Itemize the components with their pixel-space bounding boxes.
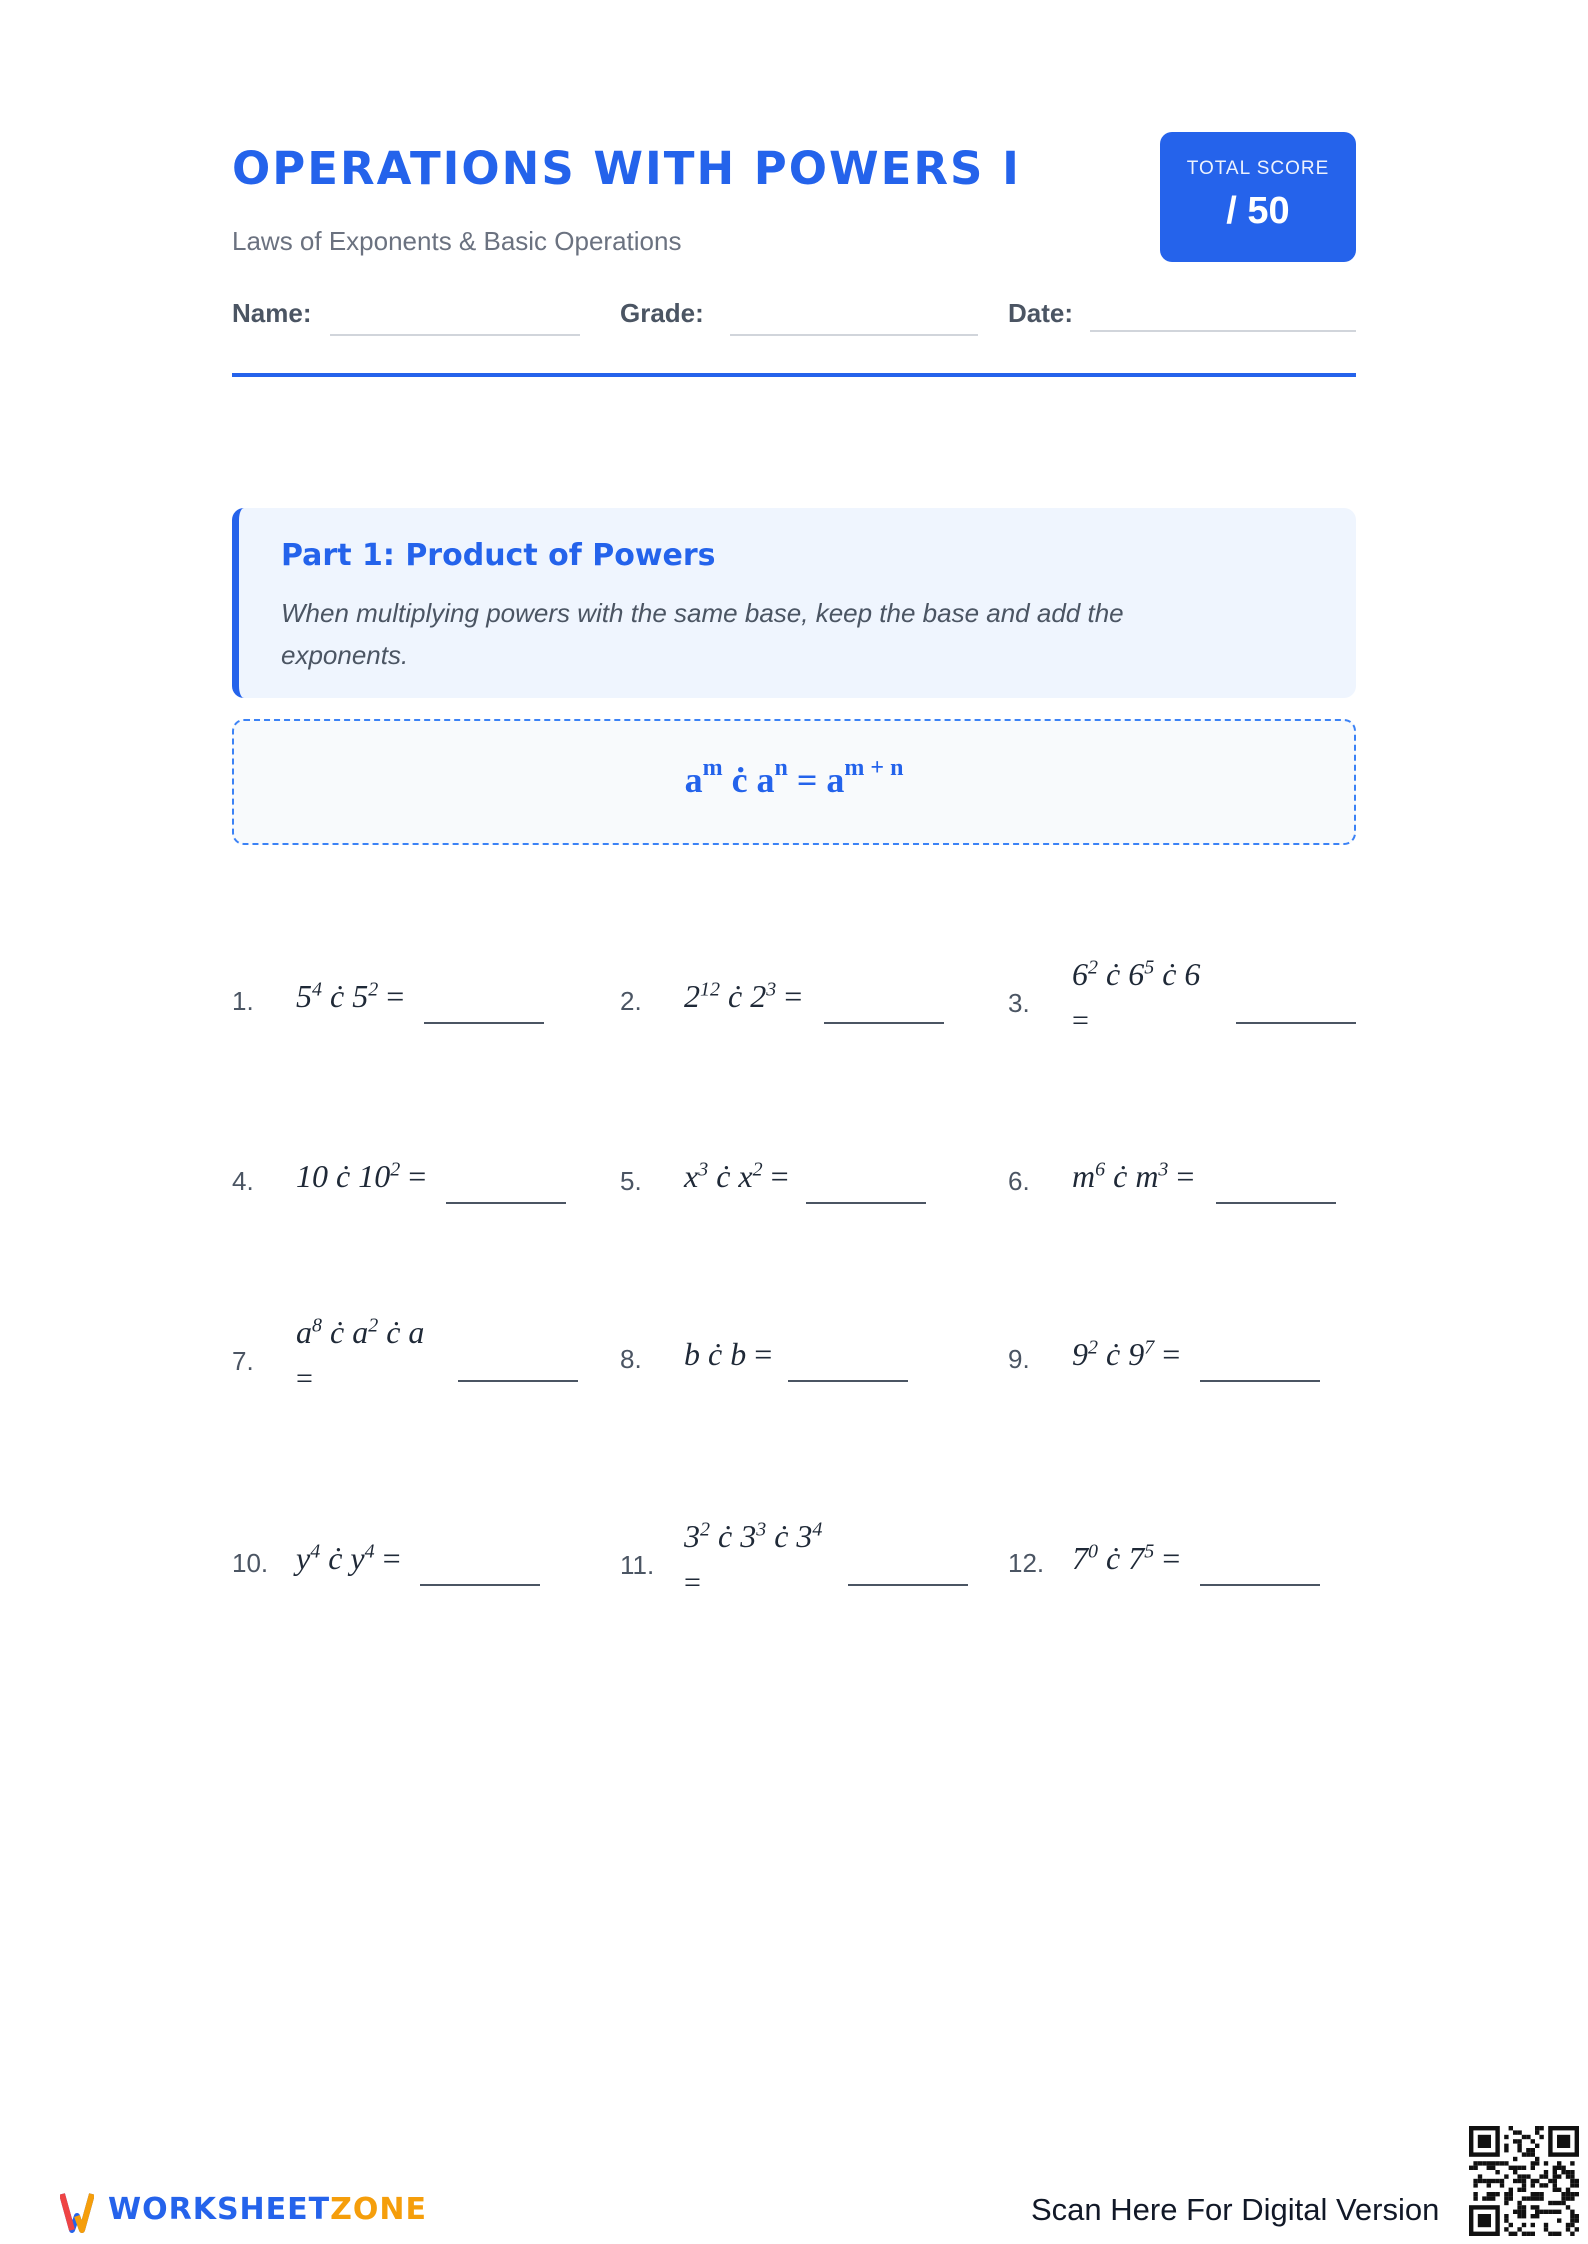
date-field xyxy=(1008,296,1356,336)
problem-number: 12. xyxy=(1008,1548,1045,1578)
worksheetzone-logo-text: WORKSHEETZONE xyxy=(108,2192,427,2227)
problem-expression: $y^4$ ċ $y^4$ = xyxy=(296,1540,401,1576)
student-info-fields xyxy=(232,296,1356,336)
problem-number: 11. xyxy=(620,1550,655,1580)
problem-expression: $2^{12}$ ċ $2^3$ = xyxy=(684,978,803,1014)
problem-number: 1. xyxy=(232,986,254,1016)
problem-8 xyxy=(620,1318,968,1408)
problem-7 xyxy=(232,1314,580,1408)
answer-blank[interactable] xyxy=(446,1202,566,1204)
problem-equals-sign: = xyxy=(296,1362,313,1395)
page-subtitle: Laws of Exponents & Basic Operations xyxy=(232,226,682,256)
problem-expression: $5^4$ ċ $5^2$ = xyxy=(296,978,405,1014)
problem-3 xyxy=(1008,956,1356,1050)
product-rule-formula: $a^m$ ċ $a^n = a^{m + n}$ xyxy=(684,755,904,800)
score-value: / 50 xyxy=(1226,190,1290,232)
problem-9 xyxy=(1008,1318,1356,1408)
page-title: OPERATIONS WITH POWERS I xyxy=(232,142,1021,195)
problem-1 xyxy=(232,960,580,1050)
scan-qr-caption: Scan Here For Digital Version xyxy=(1031,2192,1440,2227)
problem-10 xyxy=(232,1522,580,1612)
grade-input-line[interactable] xyxy=(730,334,978,336)
grade-field xyxy=(620,296,968,336)
problem-expression: b ċ b = xyxy=(684,1336,773,1372)
name-label: Name: xyxy=(232,298,312,328)
date-label: Date: xyxy=(1008,298,1074,328)
problem-number: 8. xyxy=(620,1344,642,1374)
problem-number: 2. xyxy=(620,986,642,1016)
problem-2 xyxy=(620,960,968,1050)
grade-label: Grade: xyxy=(620,298,704,328)
problem-number: 4. xyxy=(232,1166,254,1196)
answer-blank[interactable] xyxy=(824,1022,944,1024)
problem-4 xyxy=(232,1140,580,1230)
answer-blank[interactable] xyxy=(424,1022,544,1024)
total-score-badge xyxy=(1160,132,1356,262)
header-divider xyxy=(232,373,1356,377)
answer-blank[interactable] xyxy=(806,1202,926,1204)
answer-blank[interactable] xyxy=(1200,1584,1320,1586)
answer-blank[interactable] xyxy=(1200,1380,1320,1382)
problem-equals-sign: = xyxy=(684,1566,701,1599)
problem-12 xyxy=(1008,1522,1356,1612)
problem-number: 3. xyxy=(1008,988,1030,1018)
answer-blank[interactable] xyxy=(848,1584,968,1586)
problem-expression: 10 ċ $10^2$ = xyxy=(296,1158,427,1194)
name-field xyxy=(232,296,580,336)
problem-expression: $x^3$ ċ $x^2$ = xyxy=(684,1158,789,1194)
problem-number: 7. xyxy=(232,1346,254,1376)
problem-expression: $7^0$ ċ $7^5$ = xyxy=(1072,1540,1181,1576)
answer-blank[interactable] xyxy=(458,1380,578,1382)
problem-5 xyxy=(620,1140,968,1230)
name-input-line[interactable] xyxy=(330,334,580,336)
problem-number: 6. xyxy=(1008,1166,1030,1196)
problem-expression: $6^2$ ċ $6^5$ ċ 6 xyxy=(1072,956,1201,992)
date-input-line[interactable] xyxy=(1090,330,1356,332)
answer-blank[interactable] xyxy=(1216,1202,1336,1204)
answer-blank[interactable] xyxy=(788,1380,908,1382)
problem-number: 9. xyxy=(1008,1344,1030,1374)
problem-11 xyxy=(620,1518,968,1612)
score-label: TOTAL SCORE xyxy=(1186,158,1330,179)
problem-equals-sign: = xyxy=(1072,1004,1089,1037)
problem-expression: $9^2$ ċ $9^7$ = xyxy=(1072,1336,1181,1372)
problem-number: 10. xyxy=(232,1548,269,1578)
qr-code-icon[interactable] xyxy=(1469,2126,1579,2236)
part-title: Part 1: Product of Powers xyxy=(281,538,716,573)
problem-6 xyxy=(1008,1140,1356,1230)
answer-blank[interactable] xyxy=(420,1584,540,1586)
problem-number: 5. xyxy=(620,1166,642,1196)
answer-blank[interactable] xyxy=(1236,1022,1356,1024)
problem-expression: $a^8$ ċ $a^2$ ċ a xyxy=(296,1314,425,1350)
problem-expression: $m^6$ ċ $m^3$ = xyxy=(1072,1158,1195,1194)
formula-box xyxy=(232,719,1356,845)
worksheetzone-logo-icon xyxy=(60,2186,94,2238)
problem-expression: $3^2$ ċ $3^3$ ċ $3^4$ xyxy=(684,1518,823,1554)
part-description: When multiplying powers with the same base, keep the base and add the exponents. xyxy=(281,598,1124,670)
part-1-info-box xyxy=(232,508,1356,698)
